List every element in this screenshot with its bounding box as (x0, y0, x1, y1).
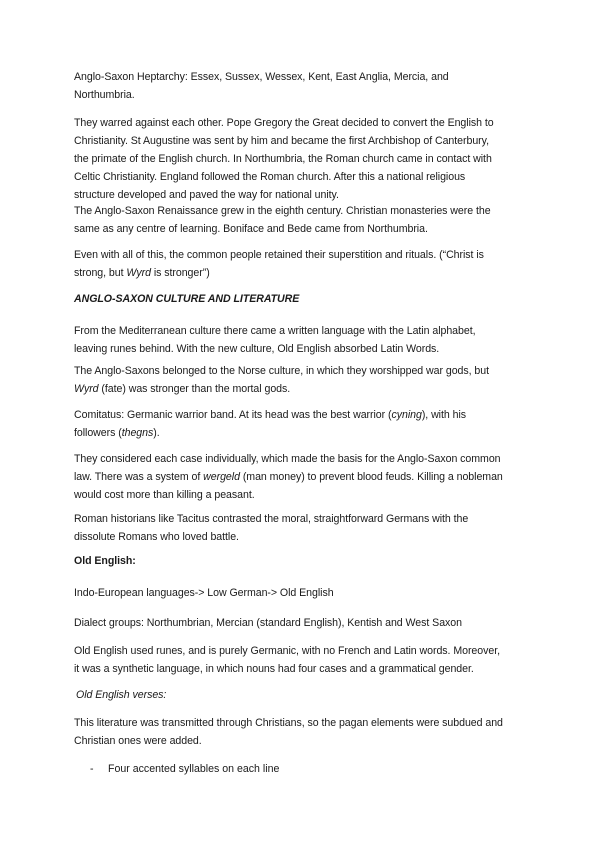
text-fragment: (fate) was stronger than the mortal gods. (98, 383, 291, 395)
text-line: Even with all of this, the common people retained their superstition and rituals. (“Christ is (74, 249, 484, 261)
text-line (74, 383, 290, 395)
text-line: dissolute Romans who loved battle. (74, 531, 239, 543)
tacitus-paragraph (74, 510, 534, 546)
text-line: The Anglo-Saxons belonged to the Norse culture, in which they worshipped war gods, but (74, 365, 489, 377)
runes-paragraph (74, 642, 534, 678)
wyrd-term: Wyrd (74, 383, 99, 395)
bullet-marker: - (90, 763, 94, 775)
text-fragment: ). (153, 427, 160, 439)
text-line (74, 267, 210, 279)
text-line (74, 427, 160, 439)
text-fragment: ), with his (421, 409, 467, 421)
mediterranean-paragraph (74, 322, 534, 358)
transmission-paragraph (74, 714, 534, 750)
text-fragment: law. There was a system of (74, 471, 204, 483)
text-line: would cost more than killing a peasant. (74, 489, 255, 501)
text-line: Old English used runes, and is purely Germanic, with no French and Latin words. Moreover, (74, 645, 500, 657)
norse-paragraph (74, 362, 534, 398)
text-line: Roman historians like Tacitus contrasted the moral, straightforward Germans with the (74, 513, 469, 525)
text-line: They warred against each other. Pope Gregory the Great decided to convert the English to (74, 117, 494, 129)
text-line: Christianity. St Augustine was sent by him and became the first Archbishop of Canterbury, (74, 135, 489, 147)
text-line: Anglo-Saxon Heptarchy: Essex, Sussex, Wessex, Kent, East Anglia, Mercia, and (74, 71, 449, 83)
comitatus-paragraph (74, 406, 534, 442)
culture-literature-heading: ANGLO-SAXON CULTURE AND LITERATURE (74, 293, 300, 305)
text-fragment: is stronger”) (150, 267, 210, 279)
text-line: it was a synthetic language, in which nouns had four cases and a grammatical gender. (74, 663, 474, 675)
cyning-term: cyning (391, 409, 422, 421)
text-line: They considered each case individually, which made the basis for the Anglo-Saxon common (74, 453, 501, 465)
superstition-paragraph (74, 246, 534, 282)
text-line: leaving runes behind. With the new culture, Old English absorbed Latin Words. (74, 343, 440, 355)
text-fragment: Comitatus: Germanic warrior band. At its head was the best warrior ( (74, 409, 392, 421)
renaissance-paragraph (74, 202, 534, 238)
text-fragment: (man money) to prevent blood feuds. Killing a nobleman (239, 471, 503, 483)
text-line: This literature was transmitted through Christians, so the pagan elements were subdued and (74, 717, 503, 729)
conversion-paragraph (74, 114, 534, 204)
text-line: Northumbria. (74, 89, 135, 101)
text-line: structure developed and paved the way for national unity. (74, 189, 339, 201)
old-english-heading: Old English: (74, 555, 136, 567)
text-line: the primate of the English church. In Northumbria, the Roman church came in contact with (74, 153, 492, 165)
old-english-verses-subheading: Old English verses: (76, 689, 167, 701)
text-line: From the Mediterranean culture there came a written language with the Latin alphabet, (74, 325, 476, 337)
text-fragment: strong, but (74, 267, 127, 279)
wyrd-term: Wyrd (126, 267, 151, 279)
law-paragraph (74, 450, 534, 504)
text-line: Christian ones were added. (74, 735, 202, 747)
text-line (74, 409, 466, 421)
thegns-term: thegns (121, 427, 154, 439)
text-line: Celtic Christianity. England followed the Roman church. After this a national religious (74, 171, 466, 183)
text-line: same as any centre of learning. Boniface and Bede came from Northumbria. (74, 223, 428, 235)
heptarchy-paragraph (74, 68, 534, 104)
languages-line: Indo-European languages-> Low German-> Old English (74, 587, 334, 599)
bullet-item: Four accented syllables on each line (108, 763, 280, 775)
text-line (74, 471, 503, 483)
dialects-line: Dialect groups: Northumbrian, Mercian (standard English), Kentish and West Saxon (74, 617, 462, 629)
text-line: The Anglo-Saxon Renaissance grew in the eighth century. Christian monasteries were the (74, 205, 491, 217)
text-fragment: followers ( (74, 427, 122, 439)
wergeld-term: wergeld (203, 471, 240, 483)
